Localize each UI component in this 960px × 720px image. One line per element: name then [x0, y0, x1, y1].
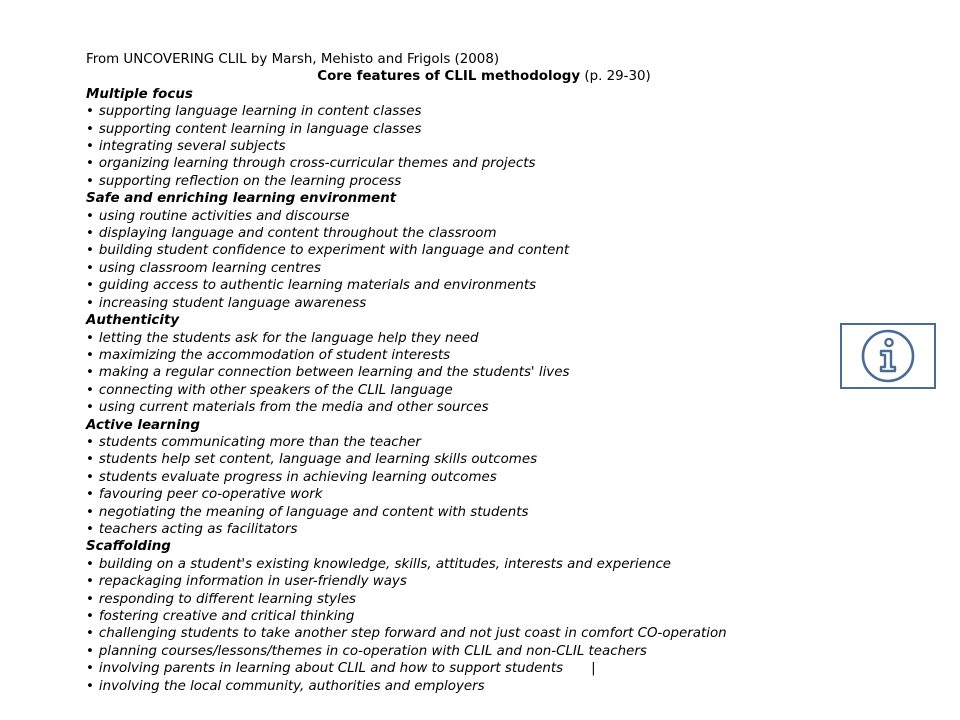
list-item-text: guiding access to authentic learning materials and environments — [98, 278, 537, 294]
list-item — [86, 521, 826, 538]
bullet-marker: • — [86, 226, 94, 242]
bullet-marker: • — [86, 609, 94, 624]
list-item-text: involving parents in learning about CLIL and how to support students — [98, 661, 564, 677]
bullet-marker: • — [86, 278, 94, 294]
bullet-marker: • — [86, 626, 94, 642]
list-item — [86, 173, 826, 190]
list-item — [86, 103, 826, 120]
list-item — [86, 573, 826, 590]
bullet-marker: • — [86, 487, 94, 503]
list-item — [86, 434, 826, 451]
list-item-text: connecting with other speakers of the CLIL language — [98, 382, 453, 398]
list-item-text: students communicating more than the teacher — [98, 434, 421, 450]
list-item-text: students help set content, language and learning skills outcomes — [98, 452, 538, 468]
list-item — [86, 364, 826, 381]
list-item — [86, 451, 826, 468]
list-item — [86, 486, 826, 503]
list-item-text: using current materials from the media and other sources — [98, 400, 489, 416]
list-item-text: using routine activities and discourse — [98, 208, 350, 224]
title-text: Core features of CLIL methodology — [317, 69, 581, 85]
list-item — [86, 208, 826, 225]
bullet-marker: • — [86, 260, 94, 276]
title-page-range: (p. 29-30) — [580, 69, 651, 85]
document-title — [86, 68, 826, 85]
bullet-marker: • — [86, 574, 94, 590]
list-item — [86, 625, 826, 642]
list-item-text: displaying language and content throughout the classroom — [98, 226, 497, 242]
bullet-marker: • — [86, 400, 94, 416]
bullet-marker: • — [86, 382, 94, 398]
info-icon — [859, 327, 917, 385]
section-heading: Safe and enriching learning environment — [86, 191, 397, 207]
bullet-marker: • — [86, 365, 94, 381]
text-cursor: | — [591, 661, 596, 677]
list-item — [86, 399, 826, 416]
document-body — [86, 51, 826, 695]
bullet-marker: • — [86, 121, 94, 137]
list-item-text: fostering creative and critical thinking — [98, 609, 355, 624]
bullet-marker: • — [86, 139, 94, 155]
bullet-marker: • — [86, 452, 94, 468]
bullet-marker: • — [86, 556, 94, 572]
bullet-marker: • — [86, 330, 94, 346]
source-citation: From UNCOVERING CLIL by Marsh, Mehisto and Frigols (2008) — [86, 52, 500, 67]
list-item-text: using classroom learning centres — [98, 260, 321, 276]
list-item — [86, 295, 826, 312]
list-item — [86, 504, 826, 521]
list-item — [86, 556, 826, 573]
list-item-text: students evaluate progress in achieving learning outcomes — [98, 469, 497, 485]
list-item-text: involving the local community, authorities and employers — [98, 678, 485, 694]
bullet-marker: • — [86, 104, 94, 120]
bullet-marker: • — [86, 504, 94, 520]
section-heading: Scaffolding — [86, 539, 171, 555]
bullet-marker: • — [86, 156, 94, 172]
list-item-text: building student confidence to experiment with language and content — [98, 243, 570, 259]
list-item — [86, 643, 826, 660]
bullet-marker: • — [86, 173, 94, 189]
sections-container — [86, 86, 826, 695]
list-item-text: organizing learning through cross-curricular themes and projects — [98, 156, 536, 172]
list-item-text: building on a student's existing knowledge, skills, attitudes, interests and experience — [98, 556, 672, 572]
section-heading: Multiple focus — [86, 86, 193, 102]
list-item — [86, 277, 826, 294]
section-heading: Active learning — [86, 417, 200, 433]
bullet-marker: • — [86, 678, 94, 694]
list-item — [86, 138, 826, 155]
list-item-text: making a regular connection between learning and the students' lives — [98, 365, 570, 381]
list-item — [86, 382, 826, 399]
bullet-marker: • — [86, 243, 94, 259]
list-item-text: supporting reflection on the learning process — [98, 173, 402, 189]
list-item — [86, 225, 826, 242]
bullet-marker: • — [86, 469, 94, 485]
bullet-marker: • — [86, 591, 94, 607]
list-item — [86, 608, 826, 625]
list-item-text: negotiating the meaning of language and content with students — [98, 504, 529, 520]
list-item-text: challenging students to take another step forward and not just coast in comfort CO-operation — [98, 626, 727, 642]
list-item — [86, 155, 826, 172]
list-item-text: supporting language learning in content classes — [98, 104, 422, 120]
list-item-text: supporting content learning in language classes — [98, 121, 422, 137]
list-item — [86, 347, 826, 364]
list-item — [86, 260, 826, 277]
section-heading: Authenticity — [86, 313, 180, 329]
bullet-marker: • — [86, 208, 94, 224]
info-button[interactable] — [840, 323, 936, 389]
list-item — [86, 469, 826, 486]
list-item-text: increasing student language awareness — [98, 295, 367, 311]
list-item — [86, 591, 826, 608]
list-item — [86, 678, 826, 695]
bullet-marker: • — [86, 295, 94, 311]
list-item-text: repackaging information in user-friendly ways — [98, 574, 407, 590]
list-item-text: letting the students ask for the language help they need — [98, 330, 479, 346]
list-item-text: teachers acting as facilitators — [98, 521, 298, 537]
bullet-marker: • — [86, 661, 94, 677]
bullet-marker: • — [86, 521, 94, 537]
bullet-marker: • — [86, 347, 94, 363]
list-item — [86, 121, 826, 138]
list-item — [86, 660, 826, 677]
list-item — [86, 242, 826, 259]
list-item-text: maximizing the accommodation of student interests — [98, 347, 451, 363]
list-item-text: responding to different learning styles — [98, 591, 357, 607]
list-item — [86, 330, 826, 347]
bullet-marker: • — [86, 643, 94, 659]
bullet-marker: • — [86, 434, 94, 450]
list-item-text: integrating several subjects — [98, 139, 286, 155]
list-item-text: planning courses/lessons/themes in co-operation with CLIL and non-CLIL teachers — [98, 643, 647, 659]
list-item-text: favouring peer co-operative work — [98, 487, 323, 503]
